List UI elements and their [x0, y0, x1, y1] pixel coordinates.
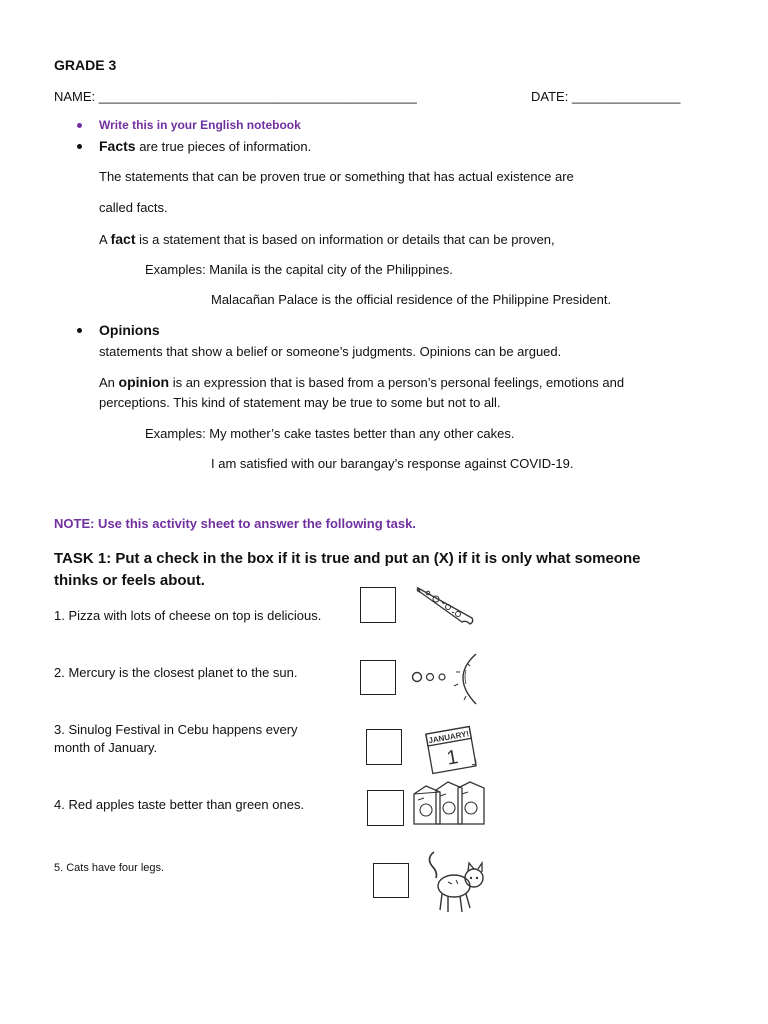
notebook-instruction: Write this in your English notebook [99, 118, 301, 132]
task-item-1: 1. Pizza with lots of cheese on top is delicious. [54, 608, 322, 623]
opinions-heading: Opinions [99, 322, 160, 338]
task-title-line-2: thinks or feels about. [54, 572, 205, 589]
opinion-line-2: perceptions. This kind of statement may be true to some but not to all. [99, 395, 501, 410]
date-blank: _______________ [571, 89, 681, 104]
fact-example-1: Examples: Manila is the capital city of the Philippines. [145, 262, 453, 277]
opinion-article: An [99, 375, 115, 390]
facts-line-2: called facts. [99, 200, 168, 215]
task-item-3-line-1: 3. Sinulog Festival in Cebu happens every [54, 722, 298, 737]
opinions-definition: statements that show a belief or someone’s judgments. Opinions can be argued. [99, 344, 562, 359]
task-title [54, 548, 640, 592]
task-title-line-1: TASK 1: Put a check in the box if it is true and put an (X) if it is only what someone [54, 550, 641, 567]
cat-icon [424, 848, 490, 916]
facts-line-1: The statements that can be proven true or something that has actual existence are [99, 169, 574, 184]
opinion-example-1: Examples: My mother’s cake tastes better than any other cakes. [145, 426, 515, 441]
fact-article: A [99, 232, 107, 247]
answer-box-3[interactable] [366, 729, 402, 765]
task-item-4: 4. Red apples taste better than green ones. [54, 797, 305, 812]
opinion-example-2: I am satisfied with our barangay’s response against COVID-19. [211, 456, 574, 471]
apple-juice-cartons-icon [412, 778, 488, 826]
opinion-sentence-text: is an expression that is based from a person’s personal feelings, emotions and [172, 375, 625, 390]
calendar-day-text: 1 [445, 746, 460, 770]
fact-sentence-text: is a statement that is based on information or details that can be proven, [139, 232, 555, 247]
answer-box-2[interactable] [360, 660, 396, 695]
opinion-sentence [99, 374, 624, 390]
grade-heading: GRADE 3 [54, 57, 117, 73]
answer-box-5[interactable] [373, 863, 409, 898]
january-calendar-icon [421, 724, 481, 776]
fact-term: fact [110, 231, 136, 247]
task-item-5: 5. Cats have four legs. [54, 862, 165, 874]
facts-definition-text: are true pieces of information. [139, 139, 312, 154]
task-item-3-line-2: month of January. [54, 740, 158, 755]
date-label: DATE: [531, 89, 569, 104]
facts-heading: Facts [99, 138, 136, 154]
activity-note: NOTE: Use this activity sheet to answer the following task. [54, 516, 416, 531]
answer-box-4[interactable] [367, 790, 404, 826]
pizza-slice-icon [414, 582, 476, 626]
opinion-term: opinion [118, 374, 170, 390]
bullet-icon [77, 328, 82, 333]
planets-and-sun-icon [410, 652, 478, 706]
task-item-2: 2. Mercury is the closest planet to the sun. [54, 665, 298, 680]
fact-sentence [99, 231, 555, 247]
name-blank: ____________________________________________ [98, 89, 417, 104]
bullet-icon [77, 123, 82, 128]
fact-example-2: Malacañan Palace is the official residence of the Philippine President. [211, 292, 612, 307]
calendar-month-text: JANUARY! [427, 729, 470, 746]
date-field[interactable] [531, 89, 680, 104]
facts-definition [99, 138, 311, 154]
bullet-icon [77, 144, 82, 149]
task-item-3 [54, 722, 298, 755]
name-field[interactable] [54, 89, 417, 104]
answer-box-1[interactable] [360, 587, 396, 623]
name-label: NAME: [54, 89, 96, 104]
